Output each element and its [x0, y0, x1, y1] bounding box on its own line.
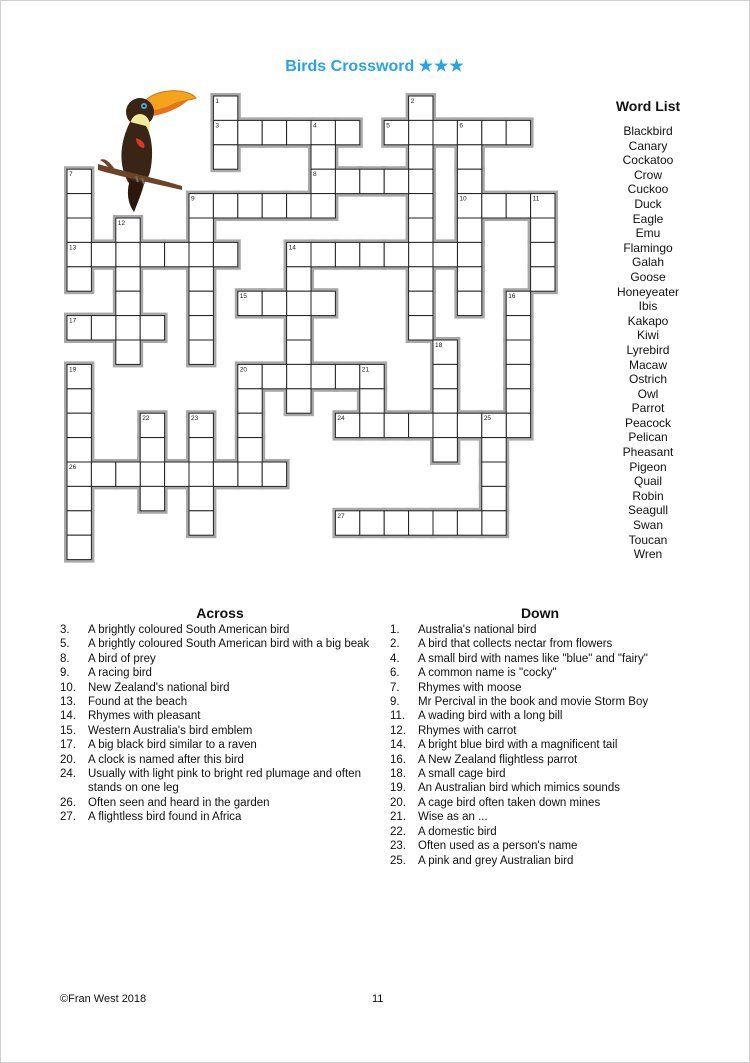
cell-number: 5 — [386, 122, 390, 130]
clue-number: 26. — [60, 796, 76, 809]
grid-cell[interactable] — [506, 389, 530, 413]
across-heading: Across — [196, 605, 244, 621]
clue-number: 8. — [60, 652, 70, 665]
copyright-notice: ©Fran West 2018 — [60, 993, 147, 1005]
word-list-item: Cuckoo — [627, 182, 669, 197]
cell-number: 21 — [361, 366, 370, 374]
down-clue — [390, 724, 690, 738]
grid-cell[interactable] — [140, 486, 164, 510]
clue-number: 4. — [390, 652, 400, 665]
difficulty-stars: ★★★ — [418, 58, 465, 75]
grid-cell[interactable] — [140, 316, 164, 340]
grid-cell[interactable] — [287, 340, 311, 364]
clue-text: Rhymes with carrot — [418, 724, 517, 737]
grid-cell[interactable] — [213, 462, 237, 486]
grid-cell[interactable] — [189, 511, 213, 535]
grid-cell[interactable] — [67, 218, 91, 242]
grid-cell[interactable] — [140, 438, 164, 462]
clue-text: A wading bird with a long bill — [418, 710, 563, 723]
grid-cell[interactable] — [262, 364, 286, 388]
clue-text: New Zealand's national bird — [88, 681, 230, 694]
word-list-item: Galah — [631, 255, 665, 270]
grid-cell[interactable] — [189, 267, 213, 291]
grid-cell[interactable] — [287, 316, 311, 340]
grid-cell[interactable] — [433, 120, 457, 144]
down-clue — [390, 796, 690, 810]
clue-text: Rhymes with pleasant — [88, 710, 201, 723]
word-list-items — [598, 124, 698, 562]
word-list-item: Ostrich — [628, 372, 667, 387]
clue-text: A bright blue bird with a magnificent tail — [418, 739, 618, 752]
clue-number: 27. — [60, 811, 76, 824]
clue-number: 25. — [390, 854, 406, 867]
grid-cell[interactable] — [360, 169, 384, 193]
word-list-item: Flamingo — [623, 240, 673, 255]
grid-cell[interactable] — [238, 120, 262, 144]
grid-cell[interactable] — [287, 364, 311, 388]
grid-cell[interactable] — [67, 438, 91, 462]
word-list-heading: Word List — [615, 98, 681, 114]
across-clue — [60, 753, 380, 767]
grid-cell[interactable] — [213, 145, 237, 169]
grid-cell[interactable] — [457, 218, 481, 242]
down-heading: Down — [520, 605, 560, 621]
word-list-item: Kiwi — [636, 328, 659, 343]
grid-cell[interactable] — [482, 120, 506, 144]
cell-number: 23 — [191, 415, 199, 423]
grid-cell[interactable] — [482, 486, 506, 510]
grid-cell[interactable] — [116, 340, 140, 364]
grid-cell[interactable] — [409, 316, 433, 340]
grid-cell[interactable] — [433, 413, 457, 437]
down-clue — [390, 767, 690, 781]
grid-cell[interactable] — [409, 145, 433, 169]
cell-number: 15 — [239, 293, 248, 301]
grid-cell[interactable] — [409, 218, 433, 242]
across-clue-list — [60, 623, 380, 825]
clue-number: 17. — [60, 739, 76, 752]
grid-cell[interactable] — [482, 511, 506, 535]
clue-text: Usually with light pink to bright red plumage and often stands on one leg — [88, 768, 361, 795]
word-list-item: Owl — [637, 386, 659, 401]
grid-cell[interactable] — [457, 242, 481, 266]
cell-number: 12 — [117, 220, 126, 227]
grid-cell[interactable] — [360, 413, 384, 437]
grid-cell[interactable] — [531, 267, 555, 291]
page-number: 11 — [372, 993, 384, 1005]
cell-number: 11 — [532, 195, 540, 203]
grid-cell[interactable] — [433, 511, 457, 535]
clue-number: 9. — [390, 696, 400, 709]
grid-cell[interactable] — [384, 242, 408, 266]
grid-cell[interactable] — [67, 511, 91, 535]
clue-text: Australia's national bird — [418, 624, 537, 636]
cell-number: 2 — [410, 98, 415, 105]
across-clue — [60, 652, 380, 666]
grid-cell[interactable] — [287, 194, 311, 218]
grid-cell[interactable] — [116, 462, 140, 486]
word-list-item: Seagull — [627, 503, 669, 518]
grid-cell[interactable] — [287, 291, 311, 315]
grid-cell[interactable] — [433, 364, 457, 388]
clue-number: 2. — [390, 638, 400, 651]
grid-cell[interactable] — [506, 364, 530, 388]
cell-number: 25 — [483, 415, 492, 423]
grid-cell[interactable] — [506, 120, 530, 144]
grid-cell[interactable] — [67, 535, 91, 559]
word-list-item: Pelican — [628, 430, 668, 445]
grid-cell[interactable] — [531, 242, 555, 266]
grid-cell[interactable] — [238, 413, 262, 437]
grid-cell[interactable] — [457, 169, 481, 193]
clue-text: A common name is "cocky" — [418, 667, 557, 680]
grid-cell[interactable] — [262, 120, 286, 144]
grid-cell[interactable] — [482, 194, 506, 218]
word-list-item: Lyrebird — [626, 342, 670, 357]
grid-cell[interactable] — [335, 169, 359, 193]
down-clues — [390, 605, 690, 868]
clue-text: A brightly coloured South American bird with a big beak — [88, 638, 370, 651]
down-clue — [390, 652, 690, 666]
grid-cell[interactable] — [67, 413, 91, 437]
grid-cell[interactable] — [311, 291, 335, 315]
cell-number: 18 — [435, 342, 443, 349]
grid-cell[interactable] — [140, 462, 164, 486]
word-list-item: Duck — [634, 196, 662, 211]
clue-number: 13. — [60, 696, 76, 709]
grid-cell[interactable] — [165, 242, 189, 266]
clue-number: 22. — [390, 825, 406, 838]
down-clue — [390, 753, 690, 767]
word-list-item: Kakapo — [627, 313, 669, 328]
across-clue — [60, 709, 380, 723]
clue-text: A big black bird similar to a raven — [88, 739, 257, 752]
grid-cell[interactable] — [335, 242, 359, 266]
down-clue — [390, 825, 690, 839]
clue-number: 24. — [60, 768, 76, 781]
across-clue — [60, 666, 380, 680]
grid-cell[interactable] — [433, 242, 457, 266]
word-list-item: Goose — [630, 269, 666, 284]
grid-cell[interactable] — [457, 413, 481, 437]
grid-cell[interactable] — [409, 511, 433, 535]
cell-number: 10 — [459, 195, 467, 203]
grid-cell[interactable] — [531, 218, 555, 242]
cell-number: 1 — [215, 98, 220, 105]
grid-cell[interactable] — [457, 267, 481, 291]
cell-number: 24 — [337, 415, 345, 423]
clue-text: A flightless bird found in Africa — [88, 811, 242, 824]
clue-number: 3. — [60, 624, 70, 636]
grid-cell[interactable] — [287, 120, 311, 144]
grid-cell[interactable] — [140, 242, 164, 266]
clue-number: 19. — [390, 782, 406, 795]
clue-text: A brightly coloured South American bird — [88, 624, 290, 636]
grid-cell[interactable] — [262, 462, 286, 486]
grid-cell[interactable] — [213, 242, 237, 266]
cell-number: 17 — [69, 317, 77, 325]
word-list-item: Quail — [633, 474, 662, 489]
clue-number: 18. — [390, 768, 406, 781]
clue-number: 21. — [390, 811, 406, 824]
grid-cell[interactable] — [482, 438, 506, 462]
clue-text: A cage bird often taken down mines — [418, 796, 601, 809]
clue-number: 10. — [60, 681, 76, 694]
down-clue — [390, 695, 690, 709]
grid-cell[interactable] — [360, 242, 384, 266]
grid-cell[interactable] — [311, 364, 335, 388]
grid-cell[interactable] — [409, 413, 433, 437]
clue-text: Western Australia's bird emblem — [88, 724, 253, 737]
cell-number: 3 — [215, 122, 220, 130]
down-clue — [390, 738, 690, 752]
clue-number: 6. — [390, 667, 400, 680]
down-clue — [390, 709, 690, 723]
clue-number: 20. — [60, 753, 76, 766]
word-list-item: Swan — [632, 518, 664, 533]
word-list-item: Macaw — [628, 357, 667, 372]
grid-cell[interactable] — [384, 511, 408, 535]
clue-number: 5. — [60, 638, 70, 651]
cell-number: 20 — [239, 366, 248, 374]
grid-cell[interactable] — [482, 462, 506, 486]
across-clue — [60, 724, 380, 738]
word-list-item: Eagle — [632, 211, 664, 226]
grid-cell[interactable] — [67, 389, 91, 413]
cell-number: 8 — [313, 171, 317, 179]
clue-number: 20. — [390, 796, 406, 809]
clue-number: 16. — [390, 753, 406, 766]
clue-number: 12. — [390, 724, 406, 737]
grid-cell[interactable] — [360, 389, 384, 413]
clue-number: 23. — [390, 840, 406, 853]
grid-cell[interactable] — [506, 413, 530, 437]
grid-cell[interactable] — [189, 340, 213, 364]
grid-cell[interactable] — [189, 438, 213, 462]
grid-cell[interactable] — [335, 364, 359, 388]
grid-cell[interactable] — [409, 267, 433, 291]
word-list-item: Cockatoo — [622, 153, 674, 168]
down-clue — [390, 637, 690, 651]
word-list-item: Pheasant — [622, 445, 674, 460]
grid-cell[interactable] — [213, 194, 237, 218]
word-list-item: Pigeon — [629, 459, 667, 474]
clue-text: A bird that collects nectar from flowers — [418, 638, 613, 651]
across-clue — [60, 681, 380, 695]
clue-text: Found at the beach — [88, 696, 188, 709]
grid-cell[interactable] — [189, 291, 213, 315]
clue-text: A New Zealand flightless parrot — [418, 753, 578, 766]
grid-cell[interactable] — [189, 242, 213, 266]
word-list-item: Peacock — [624, 415, 672, 430]
cell-number: 7 — [69, 171, 73, 179]
down-clue — [390, 681, 690, 695]
cell-number: 26 — [69, 464, 77, 471]
grid-cell[interactable] — [335, 120, 359, 144]
clue-text: A small bird with names like "blue" and "fairy" — [418, 652, 648, 665]
cell-number: 13 — [69, 244, 77, 252]
clue-number: 7. — [390, 681, 400, 694]
word-list-item: Canary — [628, 138, 668, 153]
grid-cell[interactable] — [116, 267, 140, 291]
cell-number: 27 — [337, 512, 345, 520]
grid-cell[interactable] — [409, 120, 433, 144]
grid-cell[interactable] — [409, 194, 433, 218]
word-list-item: Robin — [632, 488, 664, 503]
grid-cells — [67, 96, 555, 560]
word-list-item: Ibis — [638, 299, 658, 314]
grid-cell[interactable] — [67, 194, 91, 218]
clue-text: A pink and grey Australian bird — [418, 854, 574, 867]
title-text: Birds Crossword — [285, 58, 415, 75]
clue-text: Rhymes with moose — [418, 681, 522, 694]
across-clue — [60, 738, 380, 752]
grid-cell[interactable] — [238, 194, 262, 218]
grid-cell[interactable] — [360, 511, 384, 535]
clue-number: 9. — [60, 667, 70, 680]
grid-cell[interactable] — [116, 291, 140, 315]
cell-number: 19 — [69, 366, 77, 374]
grid-cell[interactable] — [506, 340, 530, 364]
across-clue — [60, 637, 380, 651]
grid-cell[interactable] — [433, 438, 457, 462]
word-list-item: Crow — [633, 167, 662, 182]
grid-cell[interactable] — [238, 389, 262, 413]
grid-cell[interactable] — [506, 194, 530, 218]
down-clue — [390, 781, 690, 795]
grid-cell[interactable] — [91, 316, 115, 340]
clue-text: A racing bird — [88, 667, 152, 680]
cell-number: 16 — [508, 293, 516, 301]
grid-cell[interactable] — [189, 218, 213, 242]
word-list — [598, 98, 698, 562]
clue-text: A bird of prey — [88, 652, 156, 665]
grid-cell[interactable] — [457, 291, 481, 315]
across-clue — [60, 796, 380, 810]
clue-text: An Australian bird which mimics sounds — [418, 782, 620, 795]
grid-cell[interactable] — [384, 169, 408, 193]
grid-cell[interactable] — [409, 169, 433, 193]
grid-cell[interactable] — [384, 413, 408, 437]
grid-cell[interactable] — [189, 462, 213, 486]
grid-cell[interactable] — [189, 316, 213, 340]
grid-cell[interactable] — [67, 486, 91, 510]
grid-cell[interactable] — [506, 316, 530, 340]
word-list-item: Blackbird — [623, 124, 673, 138]
clue-text: Wise as an ... — [418, 811, 488, 824]
grid-cell[interactable] — [116, 316, 140, 340]
grid-cell[interactable] — [67, 267, 91, 291]
grid-cell[interactable] — [433, 389, 457, 413]
clue-text: A small cage bird — [418, 768, 506, 781]
grid-cell[interactable] — [189, 486, 213, 510]
across-clue — [60, 767, 380, 796]
across-clues — [60, 605, 380, 825]
across-clue — [60, 810, 380, 824]
clue-number: 11. — [390, 710, 406, 723]
across-clue — [60, 695, 380, 709]
grid-cell[interactable] — [262, 194, 286, 218]
grid-cell[interactable] — [457, 511, 481, 535]
clue-text: Often seen and heard in the garden — [88, 796, 270, 809]
clue-text: Mr Percival in the book and movie Storm Boy — [418, 696, 649, 709]
grid-cell[interactable] — [91, 242, 115, 266]
grid-cell[interactable] — [409, 242, 433, 266]
down-clue — [390, 854, 690, 868]
cell-number: 4 — [313, 122, 317, 130]
grid-cell[interactable] — [311, 242, 335, 266]
down-clue — [390, 623, 690, 637]
cell-number: 14 — [288, 244, 296, 252]
clue-text: A clock is named after this bird — [88, 753, 244, 766]
down-clue — [390, 810, 690, 824]
grid-cell[interactable] — [238, 462, 262, 486]
down-clue — [390, 666, 690, 680]
grid-cell[interactable] — [287, 267, 311, 291]
cell-number: 6 — [459, 122, 464, 130]
word-list-item: Parrot — [631, 401, 665, 416]
word-list-item: Wren — [633, 547, 663, 562]
grid-cell[interactable] — [91, 462, 115, 486]
cell-number: 22 — [142, 415, 150, 423]
grid-cell[interactable] — [311, 194, 335, 218]
word-list-item: Emu — [635, 226, 661, 241]
word-list-item: Honeyeater — [616, 284, 680, 299]
grid-cell[interactable] — [262, 291, 286, 315]
down-clue-list — [390, 623, 690, 868]
clue-number: 14. — [390, 739, 406, 752]
word-list-item: Toucan — [628, 532, 668, 547]
clue-number: 1. — [390, 624, 400, 636]
down-clue — [390, 839, 690, 853]
cell-number: 9 — [191, 195, 195, 203]
grid-cell[interactable] — [238, 438, 262, 462]
clue-text: A domestic bird — [418, 825, 497, 838]
grid-cell[interactable] — [287, 389, 311, 413]
grid-cell[interactable] — [311, 145, 335, 169]
clue-text: Often used as a person's name — [418, 840, 578, 853]
grid-cell[interactable] — [116, 242, 140, 266]
clue-number: 14. — [60, 710, 76, 723]
grid-cell[interactable] — [457, 145, 481, 169]
grid-cell[interactable] — [409, 291, 433, 315]
across-clue — [60, 623, 380, 637]
grid-cell[interactable] — [165, 462, 189, 486]
clue-number: 15. — [60, 724, 76, 737]
